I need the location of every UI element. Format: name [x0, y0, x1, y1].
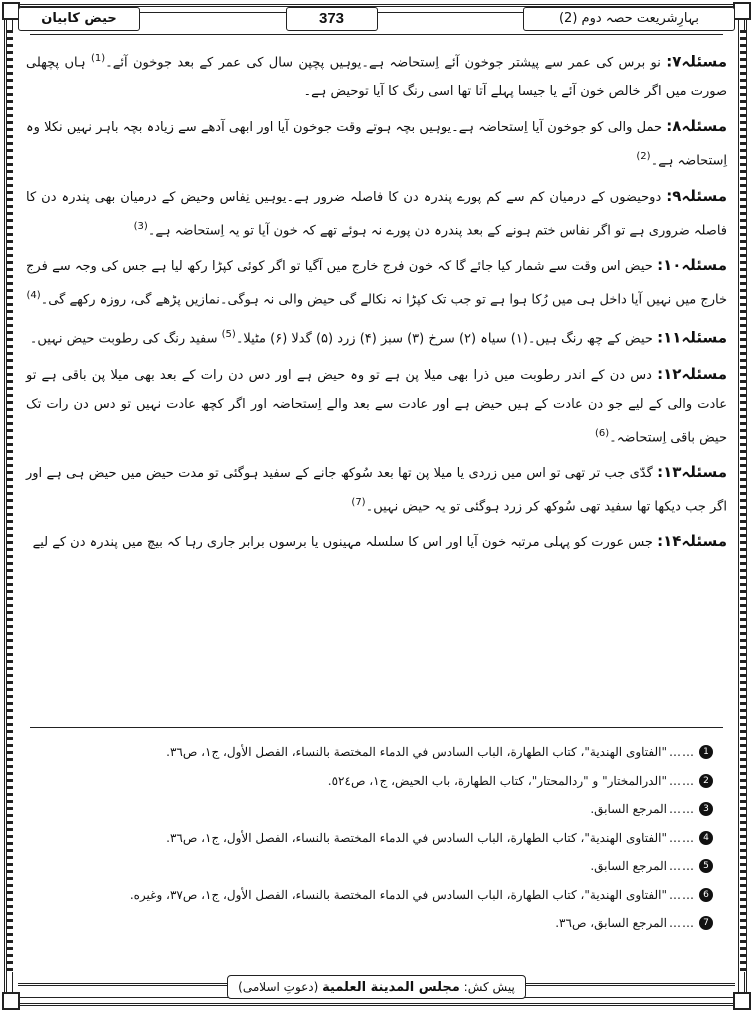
masala-text: جس عورت کو پہلی مرتبہ خون آیا اور اس کا سلسلہ مہینوں یا برسوں برابر جاری رہا کہ بیچ میں پندرہ دن کے لیے [32, 535, 653, 551]
page-footer [0, 975, 753, 999]
footnote-ref: (2) [636, 151, 651, 163]
main-text [26, 44, 727, 724]
masala-label: مسئلہ۹: [666, 186, 728, 205]
chapter-title: حیض کابیان [18, 7, 140, 31]
footnote-item [26, 909, 713, 938]
publisher-prefix: پیش کش: [463, 980, 515, 994]
masala-8 [26, 112, 727, 175]
masala-11 [26, 320, 727, 353]
masala-label: مسئلہ۱۰: [657, 255, 727, 274]
footnote-number: 3 [699, 802, 713, 816]
footnote-ref: (1) [90, 53, 106, 64]
footnote-number: 6 [699, 888, 713, 902]
footnote-text: "الفتاوى الهندية"، كتاب الطهارة، الباب السادس في الدماء المختصة بالنساء، الفصل الأول، ج١، ص٣٦. [166, 745, 667, 760]
footnote-ref: (6) [594, 427, 610, 439]
footnote-item [26, 738, 713, 767]
footnote-leader: …… [669, 745, 695, 760]
masala-text: نو برس کی عمر سے پیشتر جوخون آئے اِستحاضہ ہے۔یوہیں پچپن سال کی عمر کے بعد جوخون آئے۔ [105, 55, 661, 71]
footnote-leader: …… [669, 916, 695, 931]
publisher-suffix: (دعوتِ اسلامی) [238, 980, 319, 994]
masala-label: مسئلہ۸: [666, 117, 727, 136]
masala-text: دوحیضوں کے درمیان کم سے کم پورے پندرہ دن کا فاصلہ ضرور ہے۔یوہیں نِفاس وحیض کے درمیان بھی پندرہ دن کا فاصلہ ضروری ہے تو اگر نفاس ختم ہونے کے بعد پندرہ دن پورے نہ ہوئے تھے کہ خون آیا تو یہ اِستحاضہ ہے۔ [26, 189, 727, 238]
masala-label: مسئلہ۱۲: [657, 364, 727, 383]
masala-label: مسئلہ۱۴: [657, 532, 727, 551]
footnote-leader: …… [669, 830, 695, 845]
masala-text: حیض کے چھ رنگ ہیں۔(۱) سیاہ (۲) سرخ (۳) سبز (۴) زرد (۵) گدلا (۶) مٹیلا۔ [235, 331, 653, 347]
footnote-ref: (3) [133, 220, 148, 232]
masala-7 [26, 44, 727, 106]
footnote-number: 2 [699, 774, 713, 788]
masala-14 [26, 527, 727, 557]
footnote-leader: …… [669, 802, 695, 817]
footnote-text: "الدرالمختار" و "ردالمحتار"، كتاب الطهارة، باب الحيض، ج١، ص٥٢٤. [327, 773, 667, 788]
footnote-leader: …… [669, 773, 695, 788]
footnote-item [26, 852, 713, 881]
masala-label: مسئلہ۱۱: [657, 328, 727, 347]
footnote-ref: (4) [26, 289, 41, 301]
masala-9 [26, 182, 727, 245]
masala-text: گدّی جب تر تھی تو اس میں زردی یا میلا پن تھا بعد سُوکھ جانے کے سفید ہوگئی تو مدت حیض میں حیض ہی ہے اور اگر جب دیکھا تھا سفید تھی سُوکھ کر زرد ہوگئی تو یہ حیض نہیں۔ [26, 465, 727, 515]
masala-label: مسئلہ۷: [666, 52, 727, 71]
header-rule [30, 34, 723, 35]
footnote-item [26, 795, 713, 824]
footnotes [26, 738, 713, 938]
footnote-text: المرجع السابق، ص٣٦. [555, 916, 667, 931]
corner-ornament [733, 2, 751, 20]
footnote-text: المرجع السابق. [590, 859, 667, 874]
footnote-ref: (5) [221, 329, 236, 341]
masala-10 [26, 251, 727, 314]
footnote-leader: …… [669, 887, 695, 902]
footnote-number: 5 [699, 859, 713, 873]
footnote-text: المرجع السابق. [590, 802, 667, 817]
page-header [18, 6, 735, 32]
masala-13 [26, 458, 727, 521]
masala-label: مسئلہ۱۳: [657, 462, 728, 481]
border-pattern-right [740, 30, 746, 972]
book-title: بہارِشریعت حصہ دوم (2) [523, 7, 735, 31]
page-number: 373 [286, 7, 378, 31]
footnote-item [26, 881, 713, 910]
footnote-leader: …… [669, 859, 695, 874]
footnote-text: "الفتاوى الهندية"، كتاب الطهارة، الباب السادس في الدماء المختصة بالنساء، الفصل الأول، ج١، ص٣٦. [166, 830, 667, 845]
masala-text-continued: ہاں پچھلی صورت میں اگر خالص خون آئے یا جیسا پہلے آتا تھا اسی رنگ کا آیا توحیض ہے۔ [26, 55, 727, 100]
footnote-number: 1 [699, 745, 713, 759]
footnote-separator [30, 727, 723, 728]
footnote-ref: (7) [351, 496, 366, 508]
masala-text-continued: سفید رنگ کی رطوبت حیض نہیں۔ [29, 331, 222, 347]
masala-text: حیض اس وقت سے شمار کیا جائے گا کہ خون فرج خارج میں آگیا تو اگر کوئی کپڑا رکھ لیا ہے جس کی وجہ سے فرج خارج میں نہیں آیا داخل ہی میں رُکا ہوا ہے تو جب تک کپڑا نہ نکالے گی حیض والی نہ ہوگی۔نمازیں پڑھے گی، روزہ رکھے گی۔ [26, 258, 727, 308]
footnote-number: 4 [699, 831, 713, 845]
publisher-name: مجلس المدینة العلمیة [322, 980, 460, 995]
footnote-item [26, 767, 713, 796]
footnote-number: 7 [699, 916, 713, 930]
footnote-text: "الفتاوى الهندية"، كتاب الطهارة، الباب السادس في الدماء المختصة بالنساء، الفصل الأول، ج١، ص٣٧، وغيره. [129, 887, 667, 902]
masala-12 [26, 360, 727, 452]
masala-text: دس دن کے اندر رطوبت میں ذرا بھی میلا پن ہے تو وہ حیض ہے اور دس دن رات کے بعد بھی میلا پن باقی ہے تو عادت والی کے لیے جو دن عادت کے ہیں حیض ہے اور عادت سے بعد والے اِستحاضہ اور اگر کچھ عادت نہیں تو دس دن رات تک حیض باقی اِستحاضہ۔ [26, 367, 727, 445]
border-pattern-left [7, 30, 13, 972]
masala-text: حمل والی کو جوخون آیا اِستحاضہ ہے۔یوہیں بچہ ہوتے وقت جوخون آیا اور ابھی آدھے سے زیادہ بچہ باہر نہیں نکلا وہ اِستحاضہ ہے۔ [26, 120, 727, 169]
footnote-item [26, 824, 713, 853]
publisher-credit [227, 975, 526, 999]
